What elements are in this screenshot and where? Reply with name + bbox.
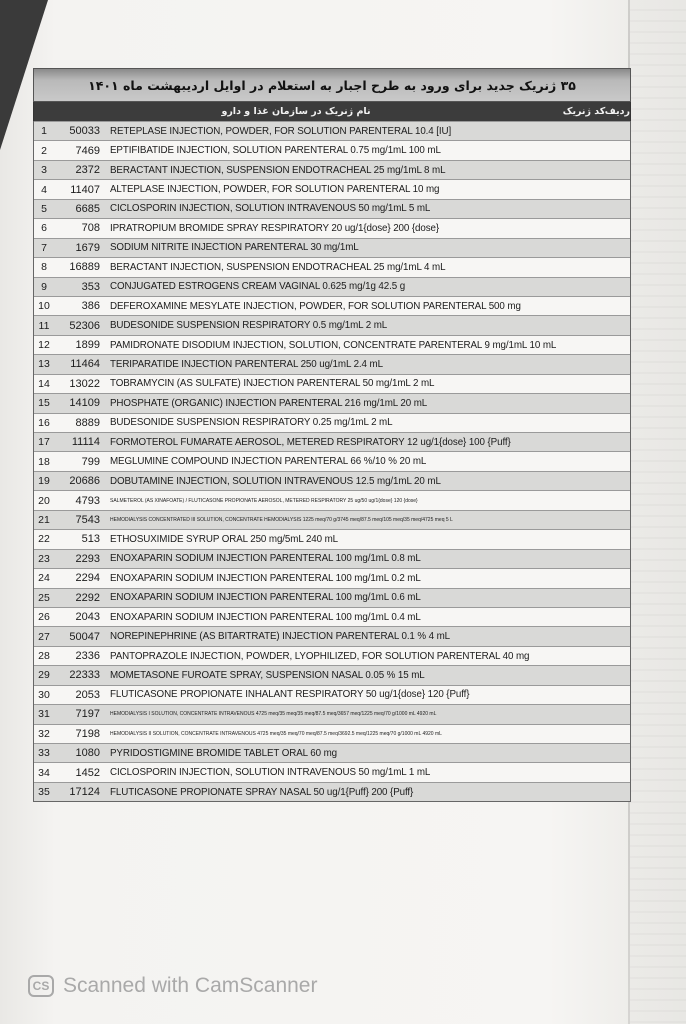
row-code: 16889 [69, 261, 100, 274]
header-name: نام ژنریک در سازمان غذا و دارو [221, 106, 371, 117]
header-code: کد ژنریک [562, 106, 606, 117]
row-index: 18 [38, 455, 50, 468]
table-row [34, 199, 630, 218]
header-index: ردیف [604, 106, 630, 117]
table-row [34, 510, 630, 529]
row-code: 2043 [75, 611, 100, 624]
table-row [34, 140, 630, 159]
table-row [34, 568, 630, 587]
row-index: 17 [38, 436, 50, 449]
table-header-row [33, 102, 631, 121]
row-name: EPTIFIBATIDE INJECTION, SOLUTION PARENTERAL 0.75 mg/1mL 100 mL [110, 145, 441, 157]
row-name: NOREPINEPHRINE (AS BITARTRATE) INJECTION PARENTERAL 0.1 % 4 mL [110, 631, 451, 643]
row-code: 50033 [69, 125, 100, 138]
row-name: ENOXAPARIN SODIUM INJECTION PARENTERAL 100 mg/1mL 0.8 mL [110, 553, 421, 565]
row-index: 23 [38, 552, 50, 565]
row-code: 20686 [69, 475, 100, 488]
row-name: IPRATROPIUM BROMIDE SPRAY RESPIRATORY 20 ug/1{dose} 200 {dose} [110, 222, 440, 234]
table-row [34, 218, 630, 237]
row-index: 10 [38, 300, 50, 313]
row-name: TOBRAMYCIN (AS SULFATE) INJECTION PARENTERAL 50 mg/1mL 2 mL [110, 378, 435, 390]
row-code: 708 [81, 222, 100, 235]
row-name: BUDESONIDE SUSPENSION RESPIRATORY 0.5 mg/1mL 2 mL [110, 320, 388, 332]
row-code: 7543 [75, 513, 100, 526]
row-name: ENOXAPARIN SODIUM INJECTION PARENTERAL 100 mg/1mL 0.4 mL [110, 611, 421, 623]
table-row [34, 179, 630, 198]
row-index: 1 [41, 125, 47, 138]
row-index: 21 [38, 513, 50, 526]
row-code: 799 [81, 455, 100, 468]
row-code: 2053 [75, 688, 100, 701]
row-index: 3 [41, 164, 47, 177]
table-body [33, 121, 631, 802]
row-index: 15 [38, 397, 50, 410]
row-code: 22333 [69, 669, 100, 682]
row-code: 1899 [75, 339, 100, 352]
table-row [34, 490, 630, 509]
row-index: 34 [38, 766, 50, 779]
row-name: ALTEPLASE INJECTION, POWDER, FOR SOLUTION PARENTERAL 10 mg [110, 184, 440, 196]
table-row [34, 471, 630, 490]
row-index: 28 [38, 650, 50, 663]
row-name: PAMIDRONATE DISODIUM INJECTION, SOLUTION, CONCENTRATE PARENTERAL 9 mg/1mL 10 mL [110, 339, 557, 351]
row-code: 6685 [75, 202, 100, 215]
table-row [34, 451, 630, 470]
table-row [34, 315, 630, 334]
row-name: BERACTANT INJECTION, SUSPENSION ENDOTRACHEAL 25 mg/1mL 4 mL [110, 261, 446, 273]
row-name: DEFEROXAMINE MESYLATE INJECTION, POWDER, FOR SOLUTION PARENTERAL 500 mg [110, 300, 521, 312]
row-index: 16 [38, 416, 50, 429]
row-index: 12 [38, 339, 50, 352]
table-row [34, 665, 630, 684]
row-code: 8889 [75, 416, 100, 429]
row-code: 2293 [75, 552, 100, 565]
row-index: 31 [38, 708, 50, 721]
row-index: 26 [38, 611, 50, 624]
row-index: 22 [38, 533, 50, 546]
row-name: BUDESONIDE SUSPENSION RESPIRATORY 0.25 mg/1mL 2 mL [110, 417, 393, 429]
row-name: MOMETASONE FUROATE SPRAY, SUSPENSION NASAL 0.05 % 15 mL [110, 669, 425, 681]
row-code: 7469 [75, 144, 100, 157]
table-row [34, 413, 630, 432]
row-name: ENOXAPARIN SODIUM INJECTION PARENTERAL 100 mg/1mL 0.2 mL [110, 572, 421, 584]
row-name: RETEPLASE INJECTION, POWDER, FOR SOLUTION PARENTERAL 10.4 [IU] [110, 125, 452, 137]
row-index: 7 [41, 241, 47, 254]
table-row [34, 762, 630, 781]
table-row [34, 743, 630, 762]
row-code: 1452 [75, 766, 100, 779]
row-code: 7197 [75, 708, 100, 721]
table-row [34, 160, 630, 179]
row-name: PANTOPRAZOLE INJECTION, POWDER, LYOPHILIZED, FOR SOLUTION PARENTERAL 40 mg [110, 650, 530, 662]
row-code: 386 [81, 300, 100, 313]
row-name: CONJUGATED ESTROGENS CREAM VAGINAL 0.625 mg/1g 42.5 g [110, 281, 406, 293]
watermark-text: Scanned with CamScanner [63, 974, 318, 997]
row-code: 2336 [75, 650, 100, 663]
row-index: 2 [41, 144, 47, 157]
row-index: 4 [41, 183, 47, 196]
page-edge-shadow [630, 0, 686, 1024]
row-index: 30 [38, 688, 50, 701]
row-index: 33 [38, 747, 50, 760]
row-name: MEGLUMINE COMPOUND INJECTION PARENTERAL 66 %/10 % 20 mL [110, 456, 427, 468]
row-index: 13 [38, 358, 50, 371]
table-row [34, 704, 630, 723]
row-index: 11 [38, 319, 50, 332]
row-code: 11114 [71, 436, 100, 449]
row-name: PYRIDOSTIGMINE BROMIDE TABLET ORAL 60 mg [110, 747, 338, 759]
row-index: 6 [41, 222, 47, 235]
row-code: 7198 [75, 727, 100, 740]
table-row [34, 296, 630, 315]
table-row [34, 588, 630, 607]
table-row [34, 782, 630, 801]
row-name: HEMODIALYSIS CONCENTRATED III SOLUTION, CONCENTRATE HEMODIALYSIS 1225 meq/70 g/3745 meq/87.5 meq/105 meq/35 meq/4725 meq 5 L [110, 516, 453, 523]
table-row [34, 374, 630, 393]
row-index: 29 [38, 669, 50, 682]
row-name: FLUTICASONE PROPIONATE INHALANT RESPIRATORY 50 ug/1{dose} 120 {Puff} [110, 689, 470, 701]
row-index: 5 [41, 202, 47, 215]
row-code: 50047 [69, 630, 100, 643]
row-code: 2372 [75, 164, 100, 177]
table-row [34, 121, 630, 140]
row-code: 14109 [69, 397, 100, 410]
row-code: 513 [81, 533, 100, 546]
camscanner-watermark [28, 971, 317, 1001]
table-row [34, 549, 630, 568]
row-code: 52306 [69, 319, 100, 332]
row-index: 24 [38, 572, 50, 585]
camscanner-logo-icon: CS [28, 975, 54, 997]
row-name: PHOSPHATE (ORGANIC) INJECTION PARENTERAL 216 mg/1mL 20 mL [110, 397, 428, 409]
table-title: ۳۵ ژنریک جدید برای ورود به طرح اجبار به استعلام در اوایل اردیبهشت ماه ۱۴۰۱ [33, 68, 631, 102]
row-code: 2292 [75, 591, 100, 604]
table-row [34, 529, 630, 548]
row-name: HEMODIALYSIS II SOLUTION, CONCENTRATE INTRAVENOUS 4725 meq/35 meq/70 meq/87.5 meq/3692.5 meq/1225 meq/70 g/1000 mL 4920 mL [110, 730, 442, 737]
table-row [34, 238, 630, 257]
row-code: 1080 [75, 747, 100, 760]
row-index: 32 [38, 727, 50, 740]
table-row [34, 277, 630, 296]
row-name: CICLOSPORIN INJECTION, SOLUTION INTRAVENOUS 50 mg/1mL 1 mL [110, 767, 431, 779]
table-row [34, 257, 630, 276]
row-name: HEMODIALYSIS I SOLUTION, CONCENTRATE INTRAVENOUS 4725 meq/35 meq/35 meq/87.5 meq/3657 meq/1225 meq/70 g/1000 mL 4920 mL [110, 711, 437, 718]
row-index: 27 [38, 630, 50, 643]
table-row [34, 607, 630, 626]
row-name: TERIPARATIDE INJECTION PARENTERAL 250 ug/1mL 2.4 mL [110, 358, 383, 370]
table-row [34, 685, 630, 704]
table-row [34, 646, 630, 665]
row-code: 2294 [75, 572, 100, 585]
row-code: 11407 [70, 183, 100, 196]
generic-drug-table [33, 68, 631, 802]
row-code: 17124 [69, 786, 100, 799]
row-name: SODIUM NITRITE INJECTION PARENTERAL 30 mg/1mL [110, 242, 359, 254]
row-name: FLUTICASONE PROPIONATE SPRAY NASAL 50 ug/1{Puff} 200 {Puff} [110, 786, 414, 798]
row-code: 1679 [75, 241, 100, 254]
row-code: 11464 [70, 358, 100, 371]
table-row [34, 335, 630, 354]
row-name: ENOXAPARIN SODIUM INJECTION PARENTERAL 100 mg/1mL 0.6 mL [110, 592, 421, 604]
table-row [34, 354, 630, 373]
row-index: 20 [38, 494, 50, 507]
row-name: FORMOTEROL FUMARATE AEROSOL, METERED RESPIRATORY 12 ug/1{dose} 100 {Puff} [110, 436, 511, 448]
table-row [34, 626, 630, 645]
row-name: ETHOSUXIMIDE SYRUP ORAL 250 mg/5mL 240 mL [110, 533, 339, 545]
row-code: 4793 [75, 494, 100, 507]
table-row [34, 393, 630, 412]
row-index: 19 [38, 475, 50, 488]
row-name: DOBUTAMINE INJECTION, SOLUTION INTRAVENOUS 12.5 mg/1mL 20 mL [110, 475, 441, 487]
row-name: CICLOSPORIN INJECTION, SOLUTION INTRAVENOUS 50 mg/1mL 5 mL [110, 203, 431, 215]
row-index: 35 [38, 786, 50, 799]
table-row [34, 432, 630, 451]
row-index: 9 [41, 280, 47, 293]
row-index: 8 [41, 261, 47, 274]
row-code: 353 [81, 280, 100, 293]
row-code: 13022 [69, 377, 100, 390]
row-name: BERACTANT INJECTION, SUSPENSION ENDOTRACHEAL 25 mg/1mL 8 mL [110, 164, 446, 176]
table-row [34, 724, 630, 743]
row-name: SALMETEROL (AS XINAFOATE) / FLUTICASONE PROPIONATE AEROSOL, METERED RESPIRATORY 25 ug/50 ug/1{dose} 120 {dose} [110, 497, 418, 504]
row-index: 14 [38, 377, 50, 390]
row-index: 25 [38, 591, 50, 604]
